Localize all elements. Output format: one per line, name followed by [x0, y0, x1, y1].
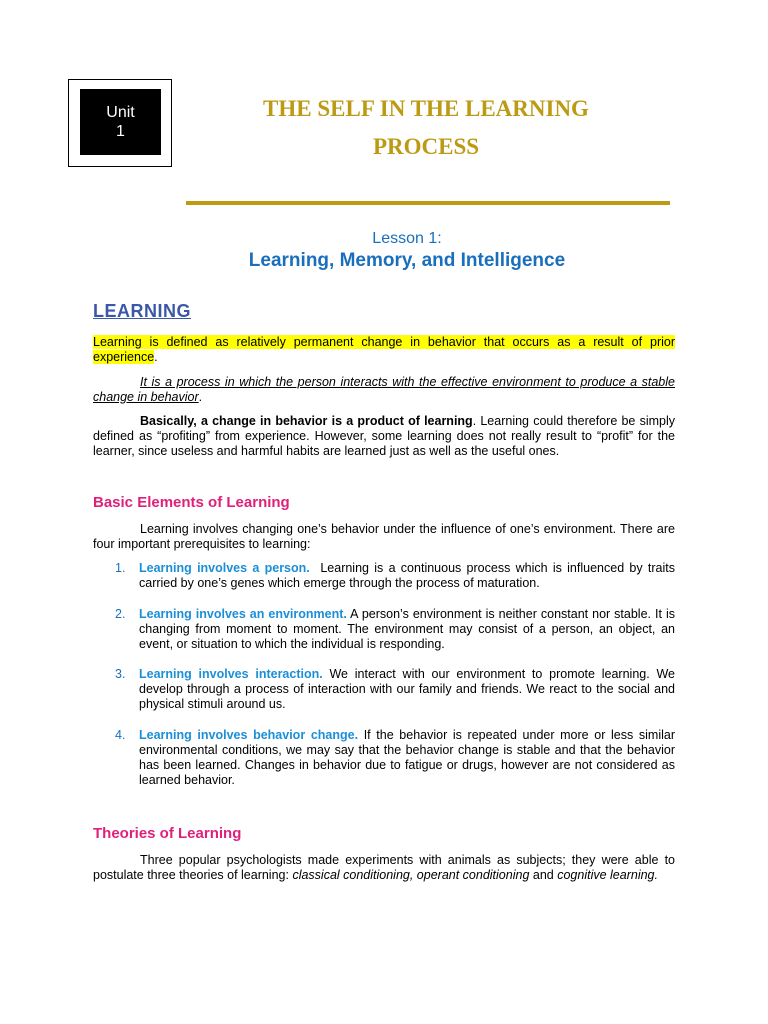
list-text: A person’s environment is neither constant nor stable. It is changing from moment to moment. The environment may consist of a person, an object, an event, or situation to which the individual is responding.	[139, 607, 675, 651]
list-item	[115, 728, 675, 788]
list-lead: Learning involves a person.	[139, 561, 310, 575]
process-end: .	[198, 390, 203, 404]
list-lead: Learning involves interaction.	[139, 667, 323, 681]
list-number: 3.	[115, 667, 126, 681]
list-text: Learning is a continuous process which is influenced by traits carried by one’s genes which emerge through the process of maturation.	[139, 561, 679, 590]
title-line-1: THE SELF IN THE LEARNING	[263, 96, 589, 121]
basic-bold: Basically, a change in behavior is a product of learning	[140, 414, 473, 428]
theories-italic-1: classical conditioning, operant conditioning	[292, 868, 530, 882]
definition-highlight: Learning is defined as relatively permanent change in behavior that occurs as a result of prior experience	[93, 335, 675, 364]
definition-end: .	[154, 350, 158, 364]
elements-heading: Basic Elements of Learning	[93, 494, 290, 511]
lesson-title: Learning, Memory, and Intelligence	[248, 250, 566, 271]
learning-basic	[93, 414, 675, 459]
learning-definition	[93, 335, 675, 365]
basic-rest: . Learning could therefore be simply defined as “profiting” from experience. However, some learning does not really result to “profit” for the learner, since useless and harmful habits are learned just as well as the useful ones.	[93, 414, 675, 458]
list-text: We interact with our environment to promote learning. We develop through a process of interaction with our family and friends. We react to the social and physical stimuli around us.	[139, 667, 675, 711]
list-item	[115, 607, 675, 652]
learning-process	[93, 375, 675, 405]
list-number: 2.	[115, 607, 126, 621]
theories-italic-2: cognitive learning.	[557, 868, 658, 882]
unit-label: Unit	[106, 104, 135, 121]
list-number: 4.	[115, 728, 126, 742]
list-item	[115, 561, 679, 591]
page-title	[186, 90, 666, 166]
theories-heading: Theories of Learning	[93, 825, 242, 842]
list-lead: Learning involves behavior change.	[139, 728, 359, 742]
list-number: 1.	[115, 561, 126, 575]
learning-heading: LEARNING	[93, 301, 191, 321]
title-divider	[186, 201, 670, 205]
process-text: It is a process in which the person interacts with the effective environment to produce a stable change in behavior	[93, 375, 675, 404]
theories-start: Three popular psychologists made experiments with animals as subjects; they were able to postulate three theories of learning:	[93, 853, 675, 882]
elements-intro: Learning involves changing one’s behavior under the influence of one’s environment. There are four important prerequisites to learning:	[93, 522, 675, 551]
theories-text	[93, 853, 675, 883]
theories-and: and	[529, 868, 558, 882]
list-item	[115, 667, 675, 712]
lesson-number: Lesson 1:	[372, 230, 442, 247]
title-line-2: PROCESS	[372, 134, 480, 159]
list-lead: Learning involves an environment.	[139, 607, 347, 621]
unit-number: 1	[116, 123, 125, 140]
list-text: If the behavior is repeated under more or less similar environmental conditions, we may say that the behavior change is stable and that the behavior has been learned. Changes in behavior due to fatigue or drugs, however are not considered as learned behavior.	[139, 728, 675, 787]
unit-badge	[80, 89, 161, 155]
